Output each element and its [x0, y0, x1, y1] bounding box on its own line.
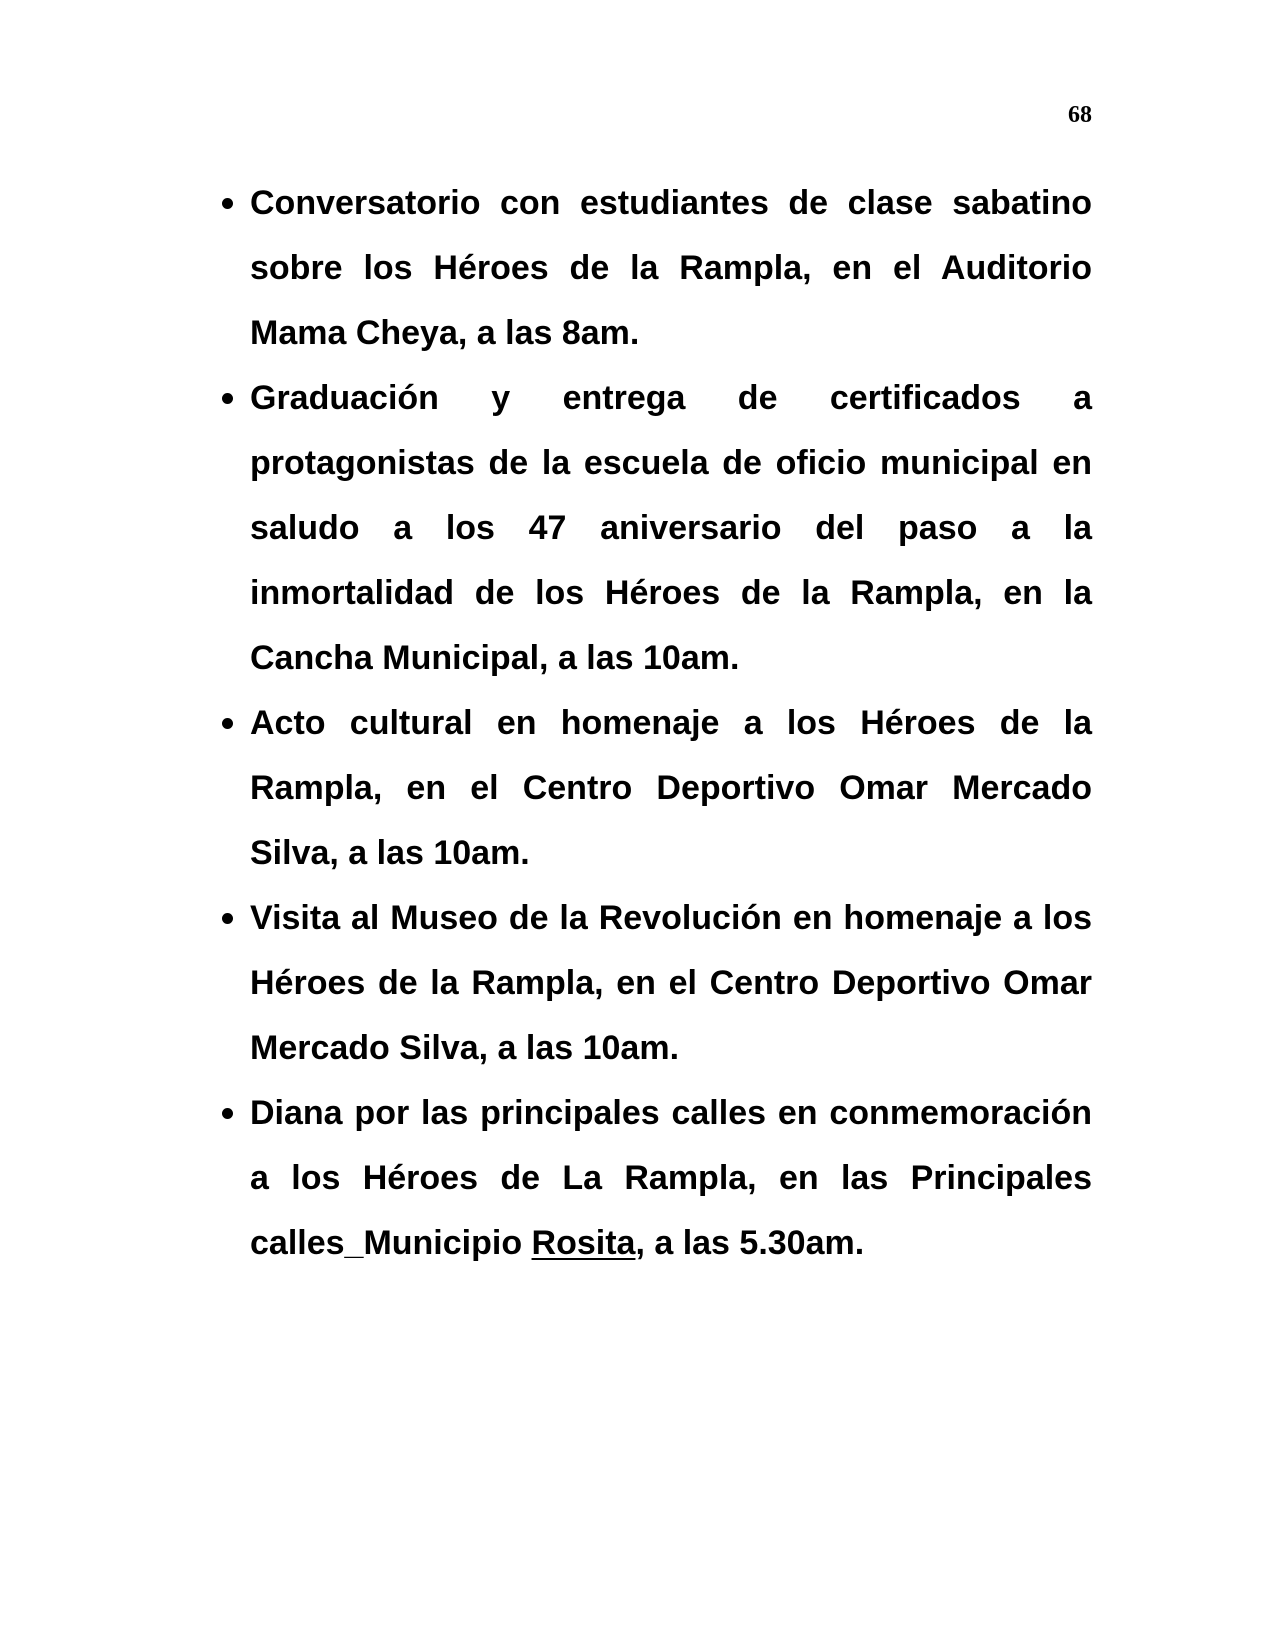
list-item: [216, 1081, 1092, 1276]
list-item: [216, 366, 1092, 691]
list-item-text: Visita al Museo de la Revolución en homenaje a los Héroes de la Rampla, en el Centro Deportivo Omar Mercado Silva, a las 10am.: [250, 899, 1092, 1067]
list-item: [216, 886, 1092, 1081]
list-item-text: Acto cultural en homenaje a los Héroes de la Rampla, en el Centro Deportivo Omar Mercado Silva, a las 10am.: [250, 704, 1092, 872]
bullet-icon: [216, 691, 238, 756]
list-item-text: Conversatorio con estudiantes de clase sabatino sobre los Héroes de la Rampla, en el Auditorio Mama Cheya, a las 8am.: [250, 184, 1092, 352]
list-item-text-after: , a las 5.30am.: [635, 1224, 865, 1262]
list-item-text: [250, 1094, 1092, 1262]
bullet-icon: [216, 1081, 238, 1146]
bullet-icon: [216, 366, 238, 431]
list-item-text-before: Diana por las principales calles en conmemoración a los Héroes de La Rampla, en las Principales calles_Municipio: [250, 1094, 1092, 1262]
underlined-place-name: Rosita: [531, 1224, 636, 1262]
page-number: 68: [1068, 102, 1092, 128]
bullet-icon: [216, 171, 238, 236]
list-item-text: Graduación y entrega de certificados a protagonistas de la escuela de oficio municipal en saludo a los 47 aniversario del paso a la inmortalidad de los Héroes de la Rampla, en la Cancha Municipal, a las 10am.: [250, 379, 1092, 677]
bullet-icon: [216, 886, 238, 951]
activity-list: [216, 171, 1092, 1276]
list-item: [216, 691, 1092, 886]
list-item: [216, 171, 1092, 366]
